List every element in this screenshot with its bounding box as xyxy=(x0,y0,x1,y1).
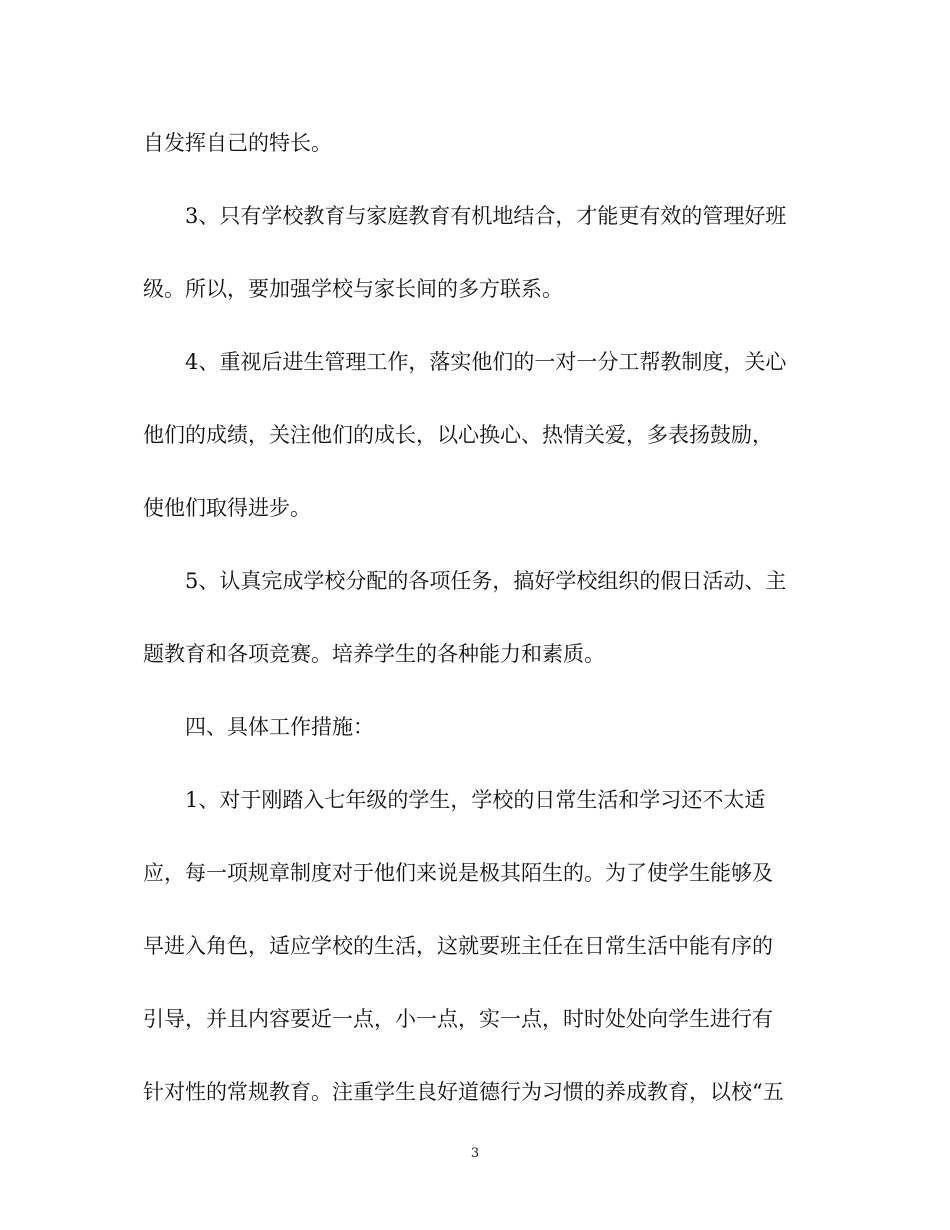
page-number: 3 xyxy=(470,1146,480,1161)
text-line: 4、重视后进生管理工作，落实他们的一对一分工帮教制度，关心 xyxy=(185,350,787,374)
text-line: 引导，并且内容要近一点，小一点，实一点，时时处处向学生进行有 xyxy=(143,1007,773,1031)
text-line: 针对性的常规教育。注重学生良好道德行为习惯的养成教育，以校“五 xyxy=(143,1080,784,1104)
text-line: 级。所以，要加强学校与家长间的多方联系。 xyxy=(143,277,563,301)
section-heading: 四、具体工作措施： xyxy=(185,715,374,739)
text-line: 他们的成绩，关注他们的成长，以心换心、热情关爱，多表扬鼓励， xyxy=(143,423,773,447)
text-line: 自发挥自己的特长。 xyxy=(143,131,332,155)
text-line: 1、对于刚踏入七年级的学生，学校的日常生活和学习还不太适 xyxy=(185,788,766,812)
text-line: 5、认真完成学校分配的各项任务，搞好学校组织的假日活动、主 xyxy=(185,569,787,593)
document-body xyxy=(143,118,813,1140)
text-line: 早进入角色，适应学校的生活，这就要班主任在日常生活中能有序的 xyxy=(143,934,773,958)
text-line: 应，每一项规章制度对于他们来说是极其陌生的。为了使学生能够及 xyxy=(143,861,773,885)
text-line: 3、只有学校教育与家庭教育有机地结合，才能更有效的管理好班 xyxy=(185,204,787,228)
text-line: 题教育和各项竞赛。培养学生的各种能力和素质。 xyxy=(143,642,605,666)
text-line: 使他们取得进步。 xyxy=(143,496,311,520)
